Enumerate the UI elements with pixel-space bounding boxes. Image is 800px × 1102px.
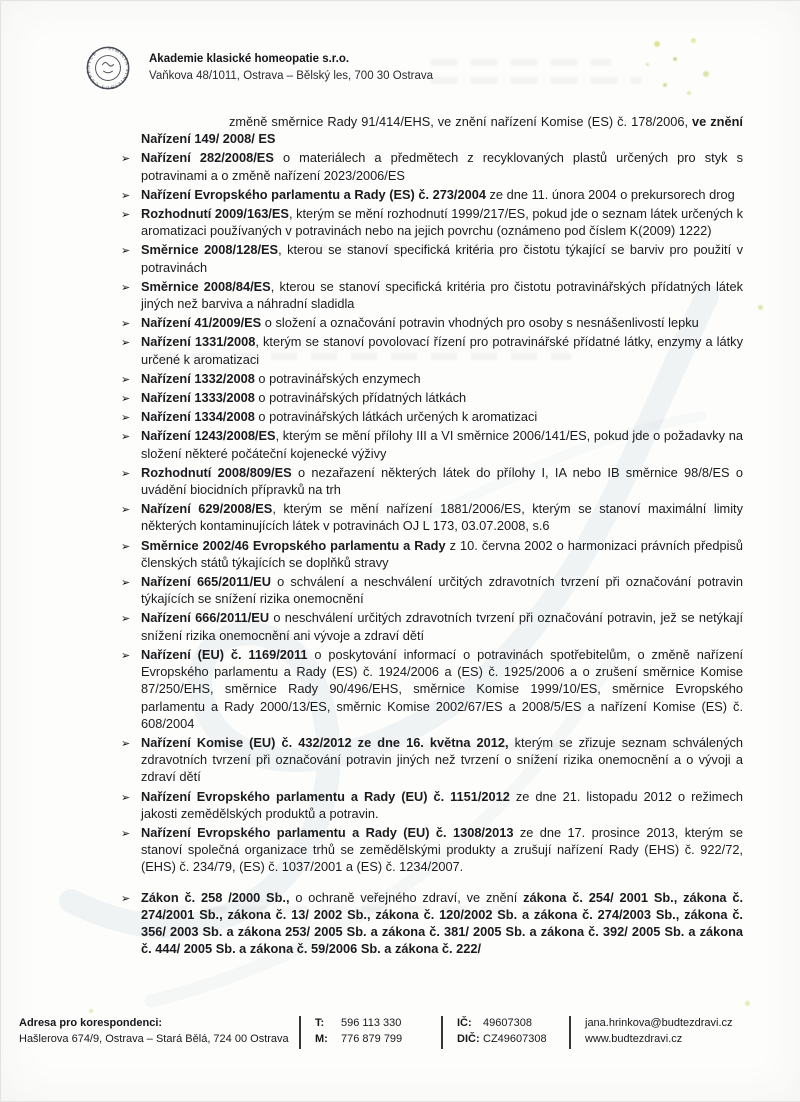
bullet-arrow-icon: ➢	[121, 336, 131, 350]
list-item: ➢ Nařízení 1243/2008/ES, kterým se mění přílohy III a VI směrnice 2006/141/ES, pokud jde o požadavky na složení některé počáteční kojenecké výživy	[121, 428, 743, 461]
list-item: ➢ Nařízení 282/2008/ES o materiálech a předmětech z recyklovaných plastů určených pro styk s potravinami a o změně nařízení 2023/2006/ES	[121, 150, 743, 183]
footer-address-label: Adresa pro korespondenci:	[19, 1017, 163, 1029]
scan-speckle	[703, 71, 709, 77]
bullet-arrow-icon: ➢	[121, 430, 131, 444]
list-item: ➢ Nařízení 666/2011/EU o neschválení určitých zdravotních tvrzení při označování potravin, jež se netýkají snížení rizika onemocnění ani vývoje a zdraví dětí	[121, 610, 743, 643]
list-item: ➢ Nařízení 1331/2008, kterým se stanoví povolovací řízení pro potravinářské přídatné látky, enzymy a látky určené k aromatizaci	[121, 334, 743, 367]
list-item: ➢ Nařízení Evropského parlamentu a Rady (EU) č. 1151/2012 ze dne 21. listopadu 2012 o režimech jakosti zemědělských produktů a potravin.	[121, 788, 743, 821]
bullet-arrow-icon: ➢	[121, 372, 131, 386]
dic-number: CZ49607308	[483, 1033, 547, 1045]
document-body	[121, 113, 743, 959]
bleedthrough-line	[431, 59, 611, 66]
bullet-arrow-icon: ➢	[121, 208, 131, 222]
document-header	[85, 45, 433, 91]
list-item: ➢ Nařízení 629/2008/ES, kterým se mění nařízení 1881/2006/ES, kterým se stanoví maximální limity některých kontaminujících látek v potravinách OJ L 173, 03.07.2008, s.6	[121, 501, 743, 534]
scan-speckle	[745, 1001, 750, 1006]
scan-speckle	[758, 305, 763, 310]
list-item: ➢ Nařízení Komise (EU) č. 432/2012 ze dne 16. května 2012, kterým se zřizuje seznam schválených zdravotních tvrzení při označování potravin jiných než tvrzení o snížení rizika onemocnění a o vývoji a zdraví dětí	[121, 734, 743, 785]
footer-id-block	[443, 1015, 569, 1047]
mobile-number: 776 879 799	[341, 1033, 403, 1045]
ic-label: IČ:	[457, 1017, 472, 1029]
list-item: ➢ Nařízení Evropského parlamentu a Rady (ES) č. 273/2004 ze dne 11. února 2004 o prekursorech drog	[121, 186, 743, 203]
company-stamp-logo-icon	[85, 45, 131, 91]
regulation-list	[121, 149, 743, 957]
bullet-arrow-icon: ➢	[121, 648, 131, 662]
bullet-arrow-icon: ➢	[121, 891, 131, 905]
bullet-arrow-icon: ➢	[121, 244, 131, 258]
footer-address: Hašlerova 674/9, Ostrava – Stará Bělá, 724 00 Ostrava	[19, 1033, 289, 1045]
bullet-arrow-icon: ➢	[121, 152, 131, 166]
list-item: ➢ Směrnice 2002/46 Evropského parlamentu a Rady z 10. června 2002 o harmonizaci právních předpisů členských států týkajících se doplňků stravy	[121, 537, 743, 570]
bullet-arrow-icon: ➢	[121, 539, 131, 553]
stamp-circular-text: SIMILIA SIMILIBUS CURENTUR	[86, 46, 130, 90]
bullet-arrow-icon: ➢	[121, 736, 131, 750]
footer-email: jana.hrinkova@budtezdravi.cz	[585, 1017, 733, 1029]
list-item: ➢ Rozhodnutí 2009/163/ES, kterým se mění rozhodnutí 1999/217/ES, pokud jde o seznam látek určených k aromatizaci používaných v potravinách nebo na jejich povrchu (oznámeno pod číslem K(2009) 1222)	[121, 206, 743, 239]
list-item: ➢ Nařízení (EU) č. 1169/2011 o poskytování informací o potravinách spotřebitelům, o změně nařízení Evropského parlamentu a Rady (ES) č. 1924/2006 a (ES) č. 1925/2006 a o zrušení směrnice Komise 87/250/EHS, směrnice Rady 90/496/EHS, směrnice Komise 1999/10/ES, směrnice Evropského parlamentu a Rady 2000/13/ES, směrnic Komise 2002/67/ES a 2008/5/ES a nařízení Komise (ES) č. 608/2004	[121, 646, 743, 731]
bullet-arrow-icon: ➢	[121, 576, 131, 590]
list-item: ➢ Nařízení Evropského parlamentu a Rady (EU) č. 1308/2013 ze dne 17. prosince 2013, kterým se stanoví společná organizace trhů se zemědělskými produkty a zrušují nařízení Rady (EHS) č. 922/72, (EHS) č. 234/79, (ES) č. 1037/2001 a (ES) č. 1234/2007.	[121, 824, 743, 875]
footer-phone-block	[301, 1015, 441, 1047]
bullet-arrow-icon: ➢	[121, 466, 131, 480]
bullet-arrow-icon: ➢	[121, 392, 131, 406]
mobile-label: M:	[315, 1033, 328, 1045]
bullet-arrow-icon: ➢	[121, 826, 131, 840]
phone-label: T:	[315, 1017, 325, 1029]
scan-speckle	[663, 83, 667, 87]
company-address: Vaňkova 48/1011, Ostrava – Bělský les, 700 30 Ostrava	[149, 70, 434, 82]
scan-speckle	[646, 63, 649, 66]
ic-number: 49607308	[483, 1017, 532, 1029]
list-item: ➢ Rozhodnutí 2008/809/ES o nezařazení některých látek do přílohy I, IA nebo IB směrnice 98/8/ES o uvádění biocidních přípravků na trh	[121, 464, 743, 498]
scan-speckle	[691, 38, 696, 43]
bullet-arrow-icon: ➢	[121, 411, 131, 425]
scan-speckle	[89, 1009, 93, 1013]
intro-paragraph: změně směrnice Rady 91/414/EHS, ve znění nařízení Komise (ES) č. 178/2006, ve znění Nařízení 149/ 2008/ ES	[141, 114, 743, 147]
footer-contact-block	[571, 1015, 733, 1047]
list-item: ➢ Nařízení 1332/2008 o potravinářských enzymech	[121, 370, 743, 387]
footer-address-block	[19, 1015, 299, 1047]
bullet-arrow-icon: ➢	[121, 188, 131, 202]
document-footer	[19, 1015, 783, 1049]
bullet-arrow-icon: ➢	[121, 503, 131, 517]
phone-number: 596 113 330	[341, 1017, 402, 1029]
company-name: Akademie klasické homeopatie s.r.o.	[149, 53, 350, 65]
list-item: ➢ Zákon č. 258 /2000 Sb., o ochraně veřejného zdraví, ve znění zákona č. 254/ 2001 Sb., zákona č. 274/2001 Sb., zákona č. 13/ 2002 Sb., zákona č. 120/2002 Sb. a zákona č. 274/2003 Sb., zákona č. 356/ 2003 Sb. a zákona 253/ 2005 Sb. a zákona č. 381/ 2005 Sb. a zákona č. 392/ 2005 Sb. a zákona č. 444/ 2005 Sb. a zákona č. 59/2006 Sb. a zákona č. 222/	[121, 889, 744, 957]
list-item: ➢ Nařízení 1334/2008 o potravinářských látkách určených k aromatizaci	[121, 408, 743, 425]
bullet-arrow-icon: ➢	[121, 612, 131, 626]
bullet-arrow-icon: ➢	[121, 317, 131, 331]
bullet-arrow-icon: ➢	[121, 790, 131, 804]
scan-speckle	[673, 57, 677, 61]
list-item: ➢ Směrnice 2008/128/ES, kterou se stanoví specifická kritéria pro čistotu týkající se barviv pro použití v potravinách	[121, 242, 743, 275]
bullet-arrow-icon: ➢	[121, 280, 131, 294]
list-item: ➢ Nařízení 665/2011/EU o schválení a neschválení určitých zdravotních tvrzení při označování potravin týkajících se snížení rizika onemocnění	[121, 574, 743, 607]
list-item: ➢ Směrnice 2008/84/ES, kterou se stanoví specifická kritéria pro čistotu potravinářských přídatných látek jiných než barviva a náhradní sladidla	[121, 278, 743, 312]
dic-label: DIČ:	[457, 1033, 480, 1045]
scan-speckle	[654, 41, 660, 47]
list-item: ➢ Nařízení 1333/2008 o potravinářských přídatných látkách	[121, 389, 743, 406]
footer-website: www.budtezdravi.cz	[585, 1033, 683, 1045]
bleedthrough-line	[431, 77, 641, 84]
list-item: ➢ Nařízení 41/2009/ES o složení a označování potravin vhodných pro osoby s nesnášenlivostí lepku	[121, 314, 743, 331]
scan-speckle	[687, 91, 691, 95]
